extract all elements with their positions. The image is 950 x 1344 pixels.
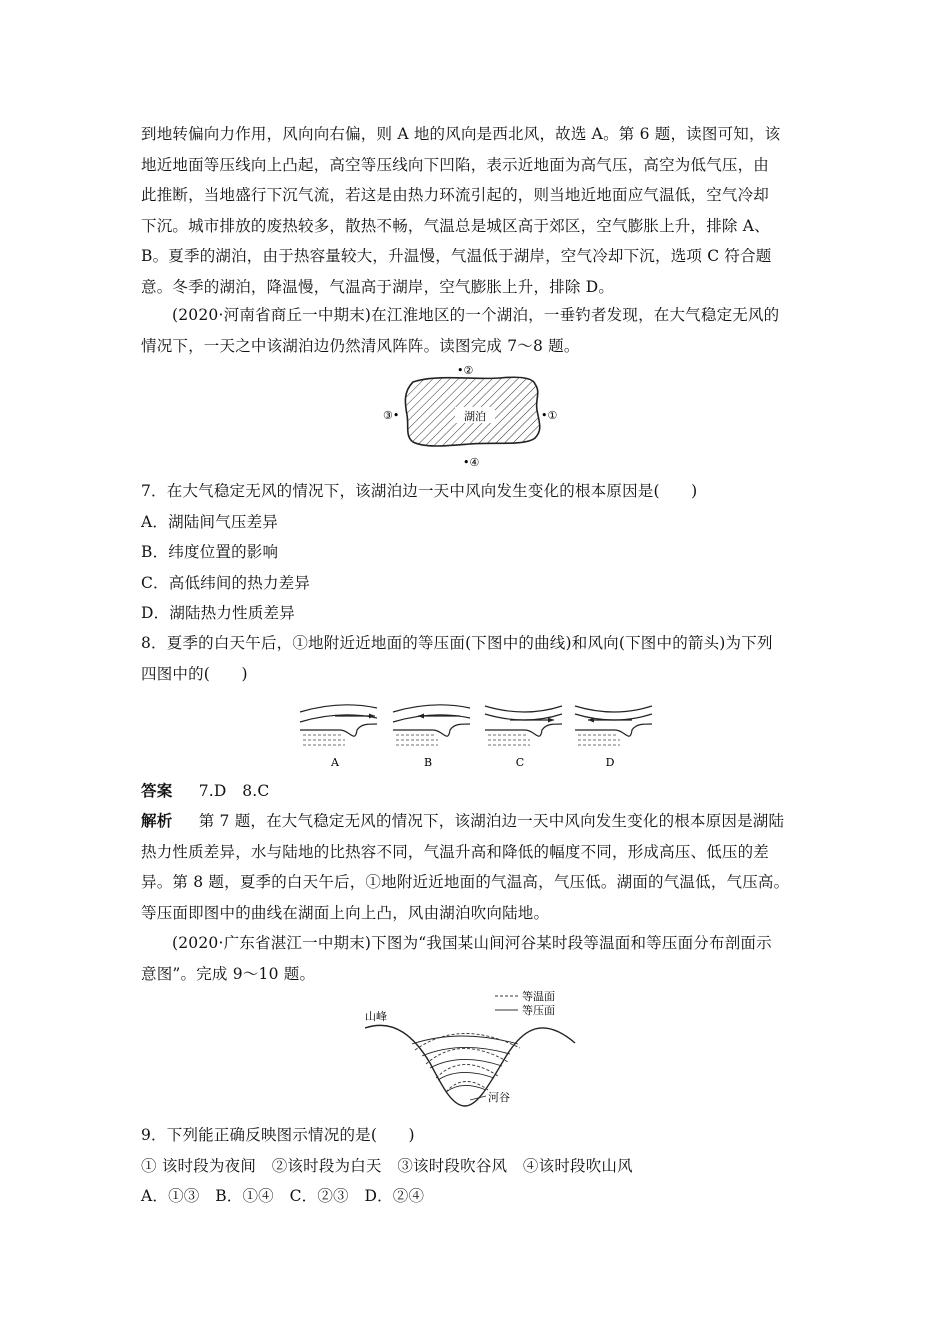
panel-a [300, 705, 377, 769]
question-9-items: ① 该时段为夜间 ②该时段为白天 ③该时段吹谷风 ④该时段吹山风 [141, 1156, 633, 1175]
question-group-intro-9-10 [141, 928, 813, 989]
text-line: 热力性质差异，水与陆地的比热容不同，气温升高和降低的幅度不同，形成高压、低压的差 [141, 842, 770, 861]
answer-block [141, 776, 813, 807]
question-7 [141, 476, 813, 629]
panel-a-label: A [331, 756, 339, 769]
panel-d [575, 706, 652, 769]
answer-label: 答案 [141, 781, 173, 800]
peak-label: 山峰 [365, 1010, 387, 1023]
valley-diagram [360, 988, 595, 1113]
panel-b [393, 705, 470, 769]
question-8-figure [295, 698, 660, 770]
question-9-options: A．①③ B．①④ C．②③ D．②④ [141, 1187, 425, 1205]
text-line: B。夏季的湖泊，由于热容量较大，升温慢，气温低于湖岸，空气冷却下沉，选项 C 符合题 [141, 247, 772, 265]
point-3-label: ③• [383, 409, 400, 422]
text-line: (2020·河南省商丘一中期末)在江淮地区的一个湖泊，一垂钓者发现，在大气稳定无风的 [172, 306, 780, 324]
isobar-line [446, 1085, 486, 1092]
question-8-stem-line: 8．夏季的白天午后，①地附近近地面的等压面(下图中的曲线)和风向(下图中的箭头)为下列 [141, 634, 773, 652]
point-1-label: •① [541, 409, 558, 422]
analysis-block [141, 806, 813, 928]
panel-c [485, 706, 562, 769]
panel-c-label: C [515, 756, 525, 769]
question-7-option-d: D．湖陆热力性质差异 [141, 604, 295, 622]
question-8-stem-line: 四图中的( ) [141, 664, 248, 683]
isobar-line [430, 1059, 502, 1068]
text-line: 情况下，一天之中该湖泊边仍然清风阵阵。读图完成 7～8 题。 [141, 336, 580, 355]
question-8 [141, 628, 813, 689]
text-line: 等压面即图中的曲线在湖面上向上凸，风由湖泊吹向陆地。 [141, 903, 550, 922]
text-line: 异。第 8 题，夏季的白天午后，①地附近近地面的气温高，气压低。湖面的气温低，气压高。 [141, 873, 790, 891]
question-group-intro-7-8 [141, 300, 813, 361]
isobar-panels [295, 698, 660, 770]
question-7-stem: 7．在大气稳定无风的情况下，该湖泊边一天中风向发生变化的根本原因是( ) [141, 482, 698, 500]
lake-figure [375, 360, 575, 470]
text-line: 到地转偏向力作用，风向向右偏，则 A 地的风向是西北风，故选 A。第 6 题，读图可知，该 [141, 125, 781, 143]
panel-d-label: D [605, 756, 615, 769]
text-line: 下沉。城市排放的废热较多，散热不畅，气温总是城区高于郊区，空气膨胀上升，排除 A、 [141, 216, 770, 235]
text-line: 地近地面等压线向上凸起，高空等压线向下凹陷，表示近地面为高气压，高空为低气压，由 [141, 155, 770, 174]
valley-figure [360, 988, 595, 1113]
analysis-label: 解析 [141, 811, 173, 830]
text-line: 意图”。完成 9～10 题。 [141, 964, 316, 983]
isotherm-line [446, 1081, 488, 1092]
text-line: (2020·广东省湛江一中期末)下图为“我国某山间河谷某时段等温面和等压面分布剖面示 [172, 934, 772, 952]
lake-diagram [375, 360, 575, 470]
text-line: 意。冬季的湖泊，降温慢，气温高于湖岸，空气膨胀上升，排除 D。 [141, 277, 615, 296]
isobar-line [422, 1047, 510, 1056]
panel-b-label: B [423, 756, 433, 769]
valley-profile [365, 1025, 575, 1106]
question-7-option-c: C．高低纬间的热力差异 [141, 573, 311, 592]
legend-isobar-label: 等压面 [522, 1004, 555, 1017]
analysis-continuation [141, 119, 813, 302]
isobar-line [438, 1072, 494, 1080]
text-line: 此推断，当地盛行下沉气流，若这是由热力环流引起的，则当地近地面应气温低，空气冷却 [141, 186, 770, 204]
question-7-option-a: A．湖陆间气压差异 [141, 512, 278, 531]
valley-label: 河谷 [488, 1091, 510, 1104]
question-9-stem: 9．下列能正确反映图示情况的是( ) [141, 1126, 415, 1144]
answer-text: 7.D 8.C [198, 782, 270, 800]
point-4-label: •④ [463, 456, 480, 469]
text-line: 第 7 题，在大气稳定无风的情况下，该湖泊边一天中风向发生变化的根本原因是湖陆 [198, 812, 785, 830]
question-9 [141, 1120, 813, 1212]
legend-isotherm-label: 等温面 [522, 990, 555, 1003]
point-2-label: •② [457, 364, 474, 377]
question-7-option-b: B．纬度位置的影响 [141, 543, 279, 561]
lake-label: 湖泊 [464, 410, 486, 423]
